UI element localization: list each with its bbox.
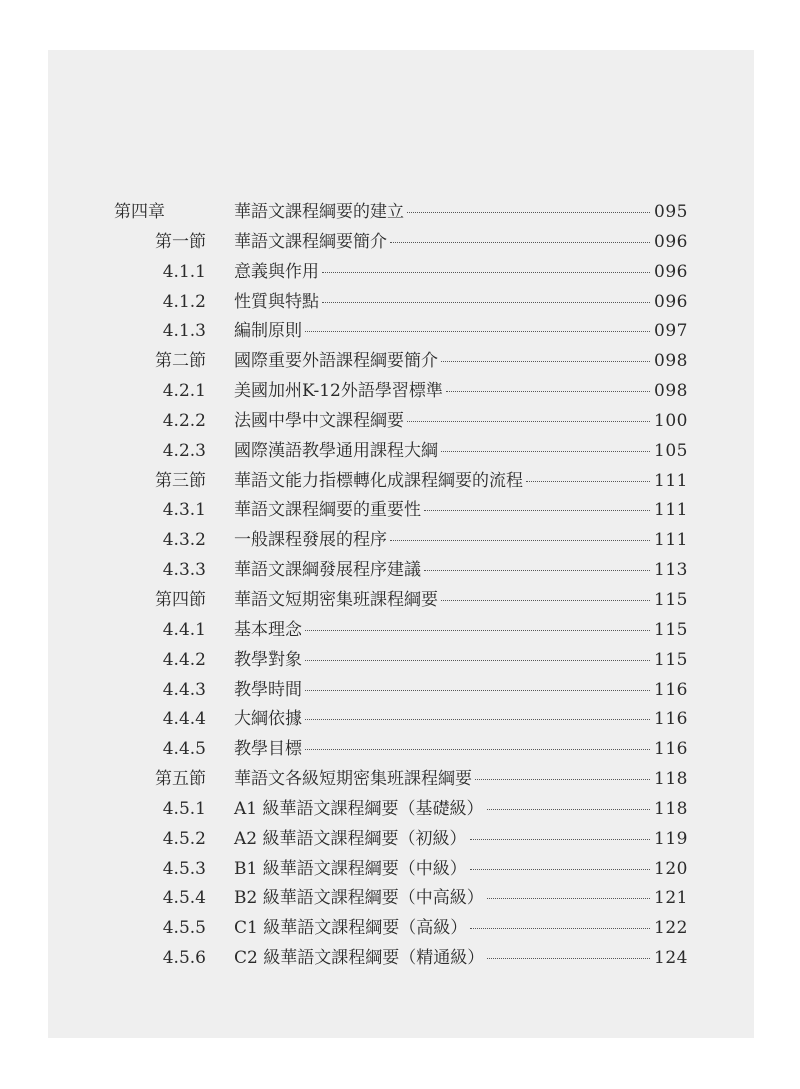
toc-entry-number: 4.4.3 bbox=[162, 679, 206, 700]
toc-entry[interactable] bbox=[0, 347, 800, 377]
toc-entry-number: 4.5.1 bbox=[162, 798, 206, 819]
toc-entry-line bbox=[234, 586, 688, 616]
toc-entry-title: 華語文課程綱要簡介 bbox=[234, 231, 387, 252]
toc-entry-number: 4.5.2 bbox=[162, 828, 206, 849]
toc-entry-line bbox=[234, 228, 688, 258]
toc-entry-title: B2 級華語文課程綱要（中高級） bbox=[234, 888, 484, 909]
toc-entry[interactable] bbox=[0, 795, 800, 825]
toc-entry[interactable] bbox=[0, 407, 800, 437]
toc-entry-page-number: 115 bbox=[654, 649, 688, 670]
toc-entry[interactable] bbox=[0, 884, 800, 914]
toc-entry-line bbox=[234, 795, 688, 825]
toc-entry-title: 國際漢語教學通用課程大綱 bbox=[234, 440, 438, 461]
toc-entry-page-number: 118 bbox=[654, 798, 688, 819]
toc-entry-page-number: 111 bbox=[654, 500, 688, 521]
toc-entry-page-number: 095 bbox=[654, 202, 688, 222]
toc-entry-line bbox=[234, 735, 688, 765]
toc-entry[interactable] bbox=[0, 258, 800, 288]
toc-entry-page-number: 098 bbox=[654, 381, 688, 402]
toc-entry-line bbox=[234, 496, 688, 526]
dot-leader bbox=[470, 869, 650, 870]
dot-leader bbox=[305, 660, 650, 661]
dot-leader bbox=[322, 272, 650, 273]
toc-entry-title: 國際重要外語課程綱要簡介 bbox=[234, 351, 438, 372]
toc-entry[interactable] bbox=[0, 317, 800, 347]
toc-entry-page-number: 111 bbox=[654, 530, 688, 551]
toc-entry-number: 第五節 bbox=[155, 769, 206, 790]
toc-entry-page-number: 124 bbox=[654, 948, 688, 969]
toc-entry-title: 華語文短期密集班課程綱要 bbox=[234, 589, 438, 610]
dot-leader bbox=[470, 928, 650, 929]
toc-entry-page-number: 115 bbox=[654, 619, 688, 640]
toc-entry-page-number: 096 bbox=[654, 261, 688, 282]
toc-entry-line bbox=[234, 646, 688, 676]
toc-entry[interactable] bbox=[0, 377, 800, 407]
toc-entry-title: 華語文課綱發展程序建議 bbox=[234, 560, 421, 581]
toc-entry[interactable] bbox=[0, 586, 800, 616]
toc-entry-line bbox=[234, 944, 688, 974]
toc-entry[interactable] bbox=[0, 765, 800, 795]
toc-entry-line bbox=[234, 258, 688, 288]
dot-leader bbox=[407, 421, 650, 422]
toc-entry-number: 4.5.3 bbox=[162, 858, 206, 879]
toc-entry-number: 4.3.2 bbox=[162, 530, 206, 551]
toc-entry-number: 4.5.5 bbox=[162, 918, 206, 939]
toc-entry-line bbox=[234, 407, 688, 437]
toc-entry-line bbox=[234, 467, 688, 497]
toc-entry[interactable] bbox=[0, 526, 800, 556]
toc-entry-page-number: 116 bbox=[654, 739, 688, 760]
toc-entry-page-number: 116 bbox=[654, 679, 688, 700]
toc-entry-line bbox=[234, 526, 688, 556]
toc-entry-page-number: 096 bbox=[654, 291, 688, 312]
toc-entry-title: 華語文課程綱要的重要性 bbox=[234, 500, 421, 521]
toc-entry-title: 教學對象 bbox=[234, 649, 302, 670]
dot-leader bbox=[470, 839, 651, 840]
toc-entry-page-number: 119 bbox=[654, 828, 688, 849]
toc-entry[interactable] bbox=[0, 288, 800, 318]
toc-entry-line bbox=[234, 884, 688, 914]
toc-entry[interactable] bbox=[0, 496, 800, 526]
dot-leader bbox=[446, 391, 650, 392]
toc-entry-page-number: 113 bbox=[654, 560, 688, 581]
dot-leader bbox=[441, 600, 650, 601]
toc-entry-number: 4.3.3 bbox=[162, 560, 206, 581]
toc-entry[interactable] bbox=[0, 228, 800, 258]
dot-leader bbox=[475, 779, 650, 780]
dot-leader bbox=[441, 361, 650, 362]
toc-entry-number: 第三節 bbox=[155, 470, 206, 491]
toc-entry-line bbox=[234, 556, 688, 586]
dot-leader bbox=[390, 242, 650, 243]
toc-entry[interactable] bbox=[0, 944, 800, 974]
dot-leader bbox=[305, 690, 650, 691]
toc-entry-title: C1 級華語文課程綱要（高級） bbox=[234, 918, 468, 939]
toc-entry-title: 一般課程發展的程序 bbox=[234, 530, 387, 551]
dot-leader bbox=[407, 212, 650, 213]
toc-entry-number: 4.2.1 bbox=[162, 381, 206, 402]
toc-entry[interactable] bbox=[0, 646, 800, 676]
dot-leader bbox=[305, 630, 650, 631]
toc-entry-line bbox=[234, 317, 688, 347]
toc-entry-line bbox=[234, 437, 688, 467]
toc-entry[interactable] bbox=[0, 437, 800, 467]
dot-leader bbox=[390, 540, 650, 541]
toc-entry-title: 華語文各級短期密集班課程綱要 bbox=[234, 769, 472, 790]
toc-entry-number: 4.4.5 bbox=[162, 739, 206, 760]
toc-entry-page-number: 100 bbox=[654, 410, 688, 431]
toc-entry-page-number: 098 bbox=[654, 351, 688, 372]
dot-leader bbox=[487, 809, 651, 810]
table-of-contents bbox=[0, 198, 800, 974]
toc-entry-number: 第一節 bbox=[155, 231, 206, 252]
toc-entry-line bbox=[234, 616, 688, 646]
toc-entry-title: B1 級華語文課程綱要（中級） bbox=[234, 858, 467, 879]
toc-entry-line bbox=[234, 855, 688, 885]
toc-entry-number: 4.5.4 bbox=[162, 888, 206, 909]
toc-entry-number: 4.4.2 bbox=[162, 649, 206, 670]
toc-entry[interactable] bbox=[0, 616, 800, 646]
dot-leader bbox=[487, 898, 650, 899]
dot-leader bbox=[424, 570, 650, 571]
dot-leader bbox=[305, 749, 650, 750]
dot-leader bbox=[487, 958, 650, 959]
toc-entry-page-number: 105 bbox=[654, 440, 688, 461]
dot-leader bbox=[305, 331, 650, 332]
dot-leader bbox=[322, 302, 650, 303]
toc-entry-line bbox=[234, 825, 688, 855]
dot-leader bbox=[441, 451, 650, 452]
toc-entry-line bbox=[234, 914, 688, 944]
toc-entry-title: 華語文課程綱要的建立 bbox=[234, 202, 404, 222]
toc-entry-number: 4.4.4 bbox=[162, 709, 206, 730]
toc-entry-page-number: 121 bbox=[654, 888, 688, 909]
toc-entry-number: 4.1.2 bbox=[162, 291, 206, 312]
toc-entry-line bbox=[234, 347, 688, 377]
toc-entry-page-number: 111 bbox=[654, 470, 688, 491]
toc-entry-page-number: 122 bbox=[654, 918, 688, 939]
toc-entry[interactable] bbox=[0, 676, 800, 706]
toc-entry-title: 華語文能力指標轉化成課程綱要的流程 bbox=[234, 470, 523, 491]
toc-entry-number: 第二節 bbox=[155, 351, 206, 372]
toc-entry[interactable] bbox=[0, 467, 800, 497]
toc-entry-number: 4.2.3 bbox=[162, 440, 206, 461]
dot-leader bbox=[424, 510, 650, 511]
toc-entry[interactable] bbox=[0, 855, 800, 885]
toc-entry-title: 基本理念 bbox=[234, 619, 302, 640]
toc-entry-page-number: 115 bbox=[654, 589, 688, 610]
toc-entry-title: 性質與特點 bbox=[234, 291, 319, 312]
toc-entry[interactable] bbox=[0, 735, 800, 765]
toc-entry-title: 教學目標 bbox=[234, 739, 302, 760]
toc-entry[interactable] bbox=[0, 914, 800, 944]
toc-entry-title: 大綱依據 bbox=[234, 709, 302, 730]
toc-entry-page-number: 096 bbox=[654, 231, 688, 252]
toc-entry-title: A1 級華語文課程綱要（基礎級） bbox=[234, 798, 484, 819]
toc-entry-title: 意義與作用 bbox=[234, 261, 319, 282]
toc-entry[interactable] bbox=[0, 705, 800, 735]
toc-entry-title: 法國中學中文課程綱要 bbox=[234, 410, 404, 431]
toc-entry-number: 4.3.1 bbox=[162, 500, 206, 521]
toc-entry-title: A2 級華語文課程綱要（初級） bbox=[234, 828, 467, 849]
toc-entry-line bbox=[234, 676, 688, 706]
toc-entry-page-number: 120 bbox=[654, 858, 688, 879]
toc-entry-number: 4.5.6 bbox=[162, 948, 206, 969]
toc-entry[interactable] bbox=[0, 556, 800, 586]
toc-entry-number: 第四章 bbox=[114, 202, 165, 222]
toc-entry-title: 美國加州K-12外語學習標準 bbox=[234, 381, 443, 402]
toc-entry-title: 編制原則 bbox=[234, 321, 302, 342]
toc-entry-page-number: 097 bbox=[654, 321, 688, 342]
toc-entry-page-number: 118 bbox=[654, 769, 688, 790]
toc-entry-number: 4.2.2 bbox=[162, 410, 206, 431]
toc-entry-number: 4.1.3 bbox=[162, 321, 206, 342]
toc-entry-line bbox=[234, 377, 688, 407]
toc-entry-number: 第四節 bbox=[155, 589, 206, 610]
dot-leader bbox=[526, 481, 650, 482]
toc-entry-title: 教學時間 bbox=[234, 679, 302, 700]
toc-entry[interactable] bbox=[0, 198, 800, 228]
toc-entry-line bbox=[234, 765, 688, 795]
toc-entry-number: 4.1.1 bbox=[162, 261, 206, 282]
toc-entry-line bbox=[234, 198, 688, 228]
toc-entry-number: 4.4.1 bbox=[162, 619, 206, 640]
toc-entry-line bbox=[234, 705, 688, 735]
toc-entry[interactable] bbox=[0, 825, 800, 855]
toc-entry-title: C2 級華語文課程綱要（精通級） bbox=[234, 948, 485, 969]
toc-entry-line bbox=[234, 288, 688, 318]
dot-leader bbox=[305, 719, 650, 720]
toc-entry-page-number: 116 bbox=[654, 709, 688, 730]
